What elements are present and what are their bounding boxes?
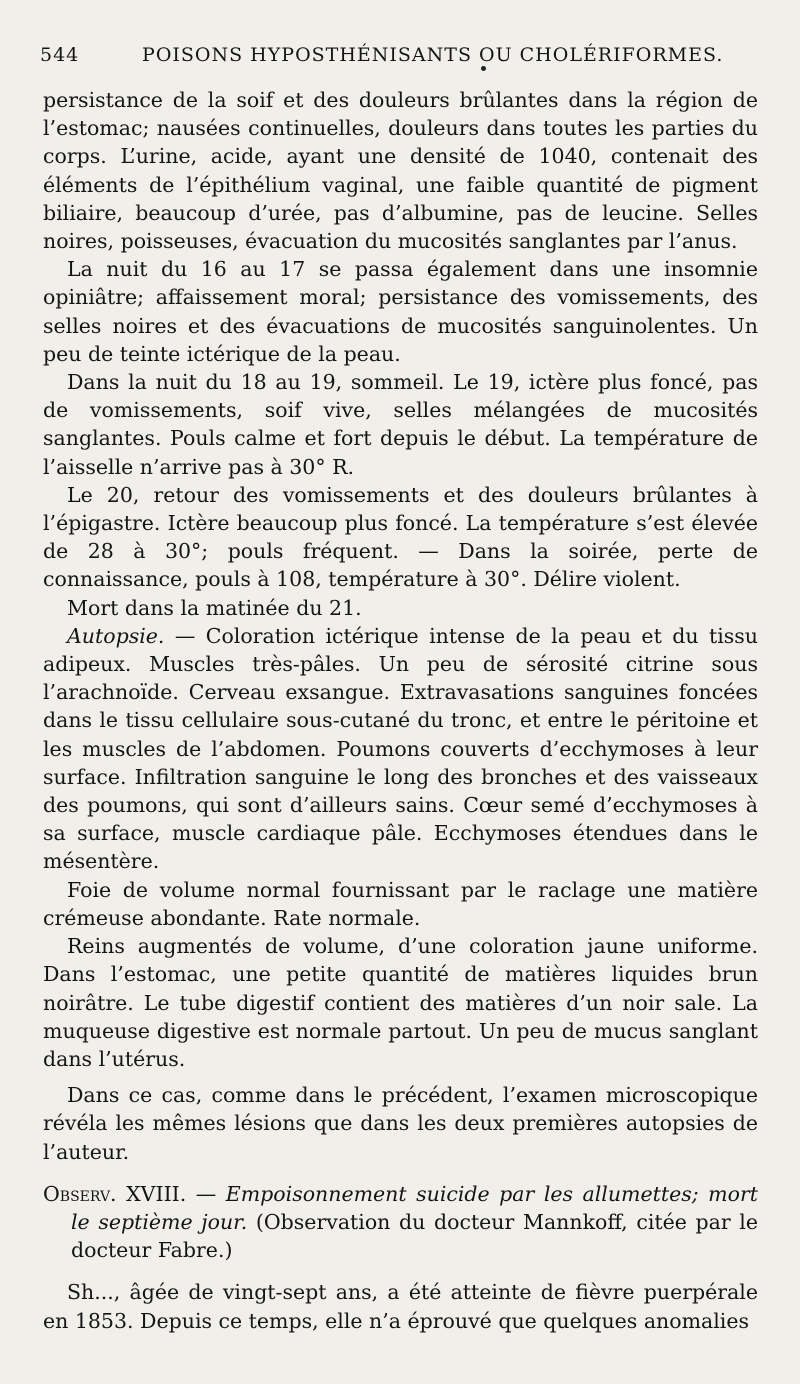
running-head: POISONS HYPOSTHÉNISANTS OU CHOLÉRIFORMES. <box>142 44 724 66</box>
page-number: 544 <box>40 44 80 66</box>
paragraph: Le 20, retour des vomissements et des douleurs brûlantes à l’épigastre. Ictère beaucoup plus foncé. La température s’est élevée de 28 à 30°; pouls fréquent. — Dans la soirée, perte de connaissance, pouls à 108, température à 30°. Délire violent. <box>43 482 758 592</box>
observation-title: — Empoisonnement suicide par les allumettes; mort le septième jour. <box>71 1181 758 1234</box>
paragraph: La nuit du 16 au 17 se passa également dans une insomnie opiniâtre; affaissement moral; persistance des vomissements, des selles noires et des évacuations de mucosités sanguinolentes. Un peu de teinte ictérique de la peau. <box>43 257 758 366</box>
body-text <box>43 86 758 1335</box>
paragraph: Sh..., âgée de vingt-sept ans, a été atteinte de fièvre puerpérale en 1853. Depuis ce temps, elle n’a éprouvé que quelques anomalies <box>43 1280 758 1333</box>
observation-heading <box>43 1180 758 1265</box>
observation-note: (Observation du docteur Mannkoff, citée par le docteur Fabre.) <box>71 1209 758 1263</box>
paragraph: Dans la nuit du 18 au 19, sommeil. Le 19, ictère plus foncé, pas de vomissements, soif vive, selles mélangées de mucosités sanglantes. Pouls calme et fort depuis le début. La température de l’aisselle n’arrive pas à 30° R. <box>43 370 758 479</box>
ink-dot <box>481 66 486 71</box>
paragraph: persistance de la soif et des douleurs brûlantes dans la région de l’estomac; nausées continuelles, douleurs dans toutes les parties du corps. L’urine, acide, ayant une densité de 1040, contenait des éléments de l’épithélium vaginal, une faible quantité de pigment biliaire, beaucoup d’urée, pas d’albumine, pas de leucine. Selles noires, poisseuses, évacuation du mucosités sanglantes par l’anus. <box>43 88 758 254</box>
autopsie-text: — Coloration ictérique intense de la peau et du tissu adipeux. Muscles très-pâles. Un peu de sérosité citrine sous l’arachnoïde. Cerveau exsangue. Extravasations sanguines foncées dans le tissu cellulaire sous-cutané du tronc, et entre le péritoine et les muscles de l’abdomen. Poumons couverts d’ecchymoses à leur surface. Infiltration sanguine le long des bronches et des vaisseaux des poumons, qui sont d’ailleurs sains. Cœur semé d’ecchymoses à sa surface, muscle cardiaque pâle. Ecchymoses étendues dans le mésentère. <box>43 623 758 874</box>
observation-label: Observ. XVIII. <box>43 1181 187 1206</box>
paragraph: Dans ce cas, comme dans le précédent, l’examen microscopique révéla les mêmes lésions que dans les deux premières autopsies de l’auteur. <box>43 1083 758 1164</box>
page-header <box>40 44 760 66</box>
autopsie-label: Autopsie. <box>67 623 165 648</box>
paragraph-autopsie <box>43 622 758 876</box>
paragraph: Foie de volume normal fournissant par le raclage une matière crémeuse abondante. Rate normale. <box>43 877 758 930</box>
paragraph: Mort dans la matinée du 21. <box>67 595 362 620</box>
paragraph: Reins augmentés de volume, d’une coloration jaune uniforme. Dans l’estomac, une petite quantité de matières liquides brun noirâtre. Le tube digestif contient des matières d’un noir sale. La muqueuse digestive est normale partout. Un peu de mucus sanglant dans l’utérus. <box>43 934 758 1071</box>
